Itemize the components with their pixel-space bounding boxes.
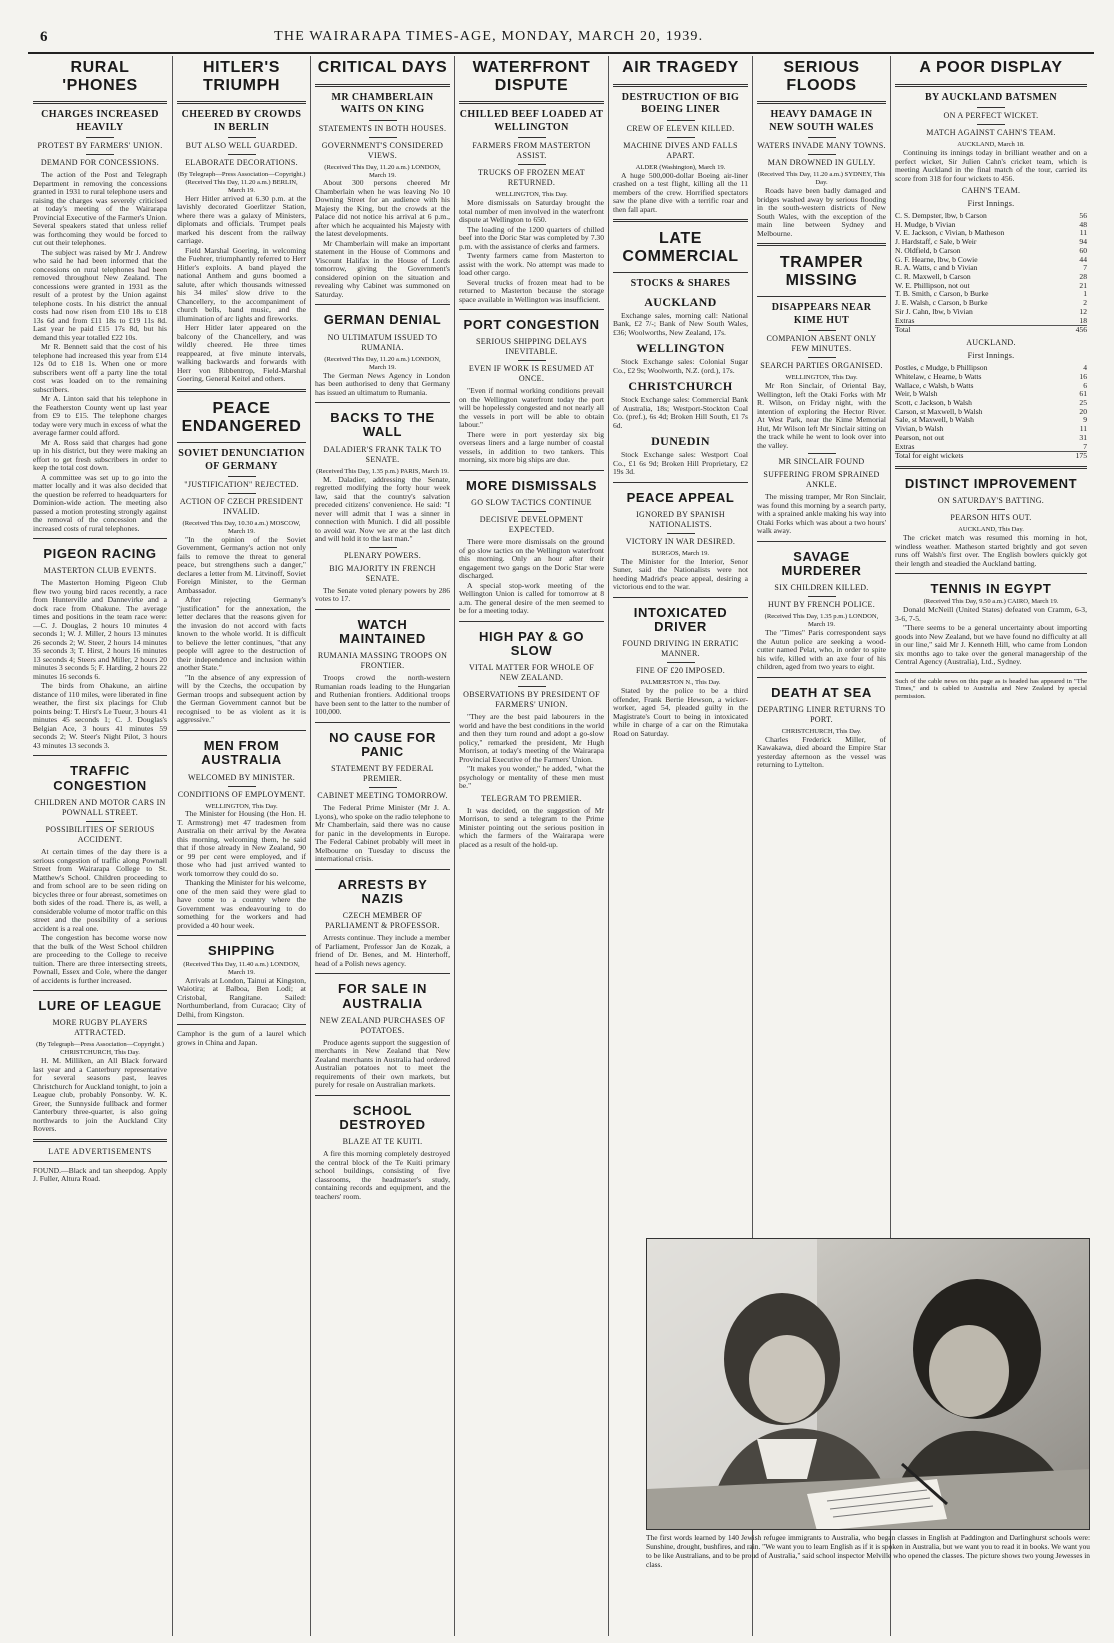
score-row: J. Hardstaff, c Sale, b Weir 94 <box>895 237 1087 247</box>
subheadline: STATEMENTS IN BOTH HOUSES. <box>318 123 447 133</box>
section-heading: First Innings. <box>967 199 1015 208</box>
classified-ad: FOUND.—Black and tan sheepdog. Apply J. Fuller, Altura Road. <box>33 1165 167 1184</box>
score-row: Weir, b Walsh 61 <box>895 389 1087 399</box>
column-divider <box>172 56 173 1636</box>
subheadline: GO SLOW TACTICS CONTINUE <box>471 498 592 508</box>
subheadline: MACHINE DIVES AND FALLS APART. <box>623 140 738 160</box>
subheadline: CHARGES INCREASED HEAVILY <box>41 109 159 133</box>
subheadline: CREW OF ELEVEN KILLED. <box>626 123 735 133</box>
dateline: (Received This Day, 11.20 a.m.) SYDNEY, This Day. <box>757 171 886 187</box>
headline: SERIOUS FLOODS <box>783 59 860 94</box>
score-row: Carson, st Maxwell, b Walsh 20 <box>895 406 1087 416</box>
article-body: Donald McNeill (United States) defeated von Cramm, 6-3, 3-6, 7-5. "There seems to be a general uncertainty about importing goods into New Zealand, but we have found no difficulty at all in our line," said Mr J. Kenneth Hill, who came from London six months ago to take over the general managership of the Central Agency (Australia), Ltd., Sydney. <box>895 605 1087 667</box>
score-row: Whitelaw, c Hearne, b Watts 16 <box>895 371 1087 381</box>
subheadline: BLAZE AT TE KUITI. <box>342 1137 423 1147</box>
score-row: R. A. Watts, c and b Vivian 7 <box>895 263 1087 273</box>
score-row: Postles, c Mudge, b Phillipson 4 <box>895 363 1087 373</box>
dateline: (Received This Day, 11.20 a.m.) BERLIN, March 19. <box>185 179 298 194</box>
score-row: H. Mudge, b Vivian 48 <box>895 219 1087 229</box>
newspaper-title: THE WAIRARAPA TIMES-AGE, MONDAY, MARCH 20, 1939. <box>274 29 704 44</box>
subheadline: SERIOUS SHIPPING DELAYS INEVITABLE. <box>475 337 588 357</box>
subheadline: PEARSON HITS OUT. <box>950 513 1032 523</box>
section-heading: AUCKLAND. <box>966 338 1016 348</box>
subheadline: FOUND DRIVING IN ERRATIC MANNER. <box>622 639 739 659</box>
score-row: G. F. Hearne, lbw, b Cowie 44 <box>895 254 1087 264</box>
section-heading: WELLINGTON <box>636 341 725 356</box>
subheadline: HUNT BY FRENCH POLICE. <box>767 600 876 610</box>
article-body: Arrests continue. They include a member of Parliament, Professor Jan de Kozak, a friend of Dr. Benes, and M. Hinterhoff, head of a Polish news agency. <box>315 933 450 968</box>
column-5 <box>610 56 751 1234</box>
score-row: N. Oldfield, b Carson 60 <box>895 245 1087 255</box>
subheadline: ELABORATE DECORATIONS. <box>185 158 298 168</box>
dateline: (Received This Day, 11.40 a.m.) LONDON, March 19. <box>183 960 300 976</box>
subheadline: BY AUCKLAND BATSMEN <box>924 91 1058 103</box>
headline: GERMAN DENIAL <box>323 312 442 328</box>
subheadline: "JUSTIFICATION" REJECTED. <box>184 480 299 490</box>
subheadline: DESTRUCTION OF BIG BOEING LINER <box>621 91 740 116</box>
article-body: Charles Frederick Miller, of Kawakawa, died aboard the Empire Star yesterday afternoon as the vessel was returning to Lyttelton. <box>757 734 886 770</box>
article-body: It was decided, on the suggestion of Mr Morrison, to send a telegram to the Prime Minister pointing out the serious position in which the farmers of the Wairarapa were placed as a result of the hold-up. <box>459 805 604 849</box>
subheadline: WELCOMED BY MINISTER. <box>187 772 296 782</box>
subheadline: ACTION OF CZECH PRESIDENT INVALID. <box>179 497 304 517</box>
article-body: The action of the Post and Telegraph Department in removing the concessions granted in 1931 to rural telephone users and raising the charges was severely criticised at today's meeting of the Wairarapa Provincial Executive of the Farmer's Union. Several speakers stated that unless relief was forthcoming they would be forced to cut out their telephones. The subject was raised by Mr J. Andrew who said he had been informed that the concessions on rural telephones had been removed throughout New Zealand. The concessions were granted in 1931 as the result of a protest by the Union against telephone costs. In his district the annual costs had now risen from £10 18s to £18 13s 6d and from £11 18s to £19 11s 8d. Last year he paid £15 17s 8d, but his demand this year totalled £22 10s. Mr R. Bennett said that the cost of his telephone had increased this year from £14 12s 0d to £18 1s. When one or more subscribers went off a party line the total cost was loaded on to the remaining subscribers. Mr A. Linton said that his telephone in the Featherston County went up last year from £9 to £15. The telephone charges today were very much in excess of what the average farmer could afford. Mr A. Ross said that charges had gone up in his district, but they were making an effort to get fresh subscribers in order to keep the total cost down. A committee was set up to go into the matter locally and it was also decided that the question be referred to headquarters for Dominion-wide action. The meeting also passed a motion protesting strongly against the removal of the concession and the increased costs of rural telephones. <box>33 170 167 533</box>
score-row: Sale, st Maxwell, b Walsh 9 <box>895 415 1087 425</box>
headline: PEACE APPEAL <box>626 489 735 505</box>
subheadline: PROTEST BY FARMERS' UNION. <box>37 141 163 151</box>
copyright-note: Such of the cable news on this page as is headed has appeared in "The Times," and is cabled to Australia and New Zealand by special permission. <box>895 677 1087 701</box>
headline: PEACE ENDANGERED <box>181 399 302 435</box>
score-row: Wallace, c Walsh, b Watts 6 <box>895 380 1087 390</box>
subheadline: DISAPPEARS NEAR KIME HUT <box>771 302 872 326</box>
article-body: M. Daladier, addressing the Senate, regretted modifying the forty hour week law, said that the country's salvation preceded citizens' convenience. He said: "I never will admit that I was a sinner in connection with Munich. I did all possible to avoid war. Now we are at the last ditch and will hold it to the last man." <box>315 474 450 544</box>
photo-caption: The first words learned by 140 Jewish refugee immigrants to Australia, who began classes in English at Paddington and Darlinghurst schools were: Sunshine, drought, bushfires, and rain. "We want you to learn English as if it is spoken in Australia, but we want you to read it in books. We want you to be like Australians, and to be proud of Australia," said school inspector Melville who opened the classes. The picture shows two young Jewesses in class. <box>646 1533 1090 1569</box>
subheadline: CHEERED BY CROWDS IN BERLIN <box>181 109 302 133</box>
article-body: There were more dismissals on the ground of go slow tactics on the Wellington waterfront this morning. Only an hour after their engagement two gangs on the Doric Star were discharged. A special stop-work meeting of the Wellington Union is called for tomorrow at 8 a.m. The general desire of the men seemed to be for a meeting today. <box>459 537 604 616</box>
subheadline: ON A PERFECT WICKET. <box>943 111 1039 121</box>
subheadline: DEPARTING LINER RETURNS TO PORT. <box>757 704 886 724</box>
article-body: The missing tramper, Mr Ron Sinclair, was found this morning by a search party, with a sprained ankle making his way into Otaki Forks which was about a two hours' walk away. <box>757 492 886 536</box>
score-row: C. R. Maxwell, b Carson 28 <box>895 272 1087 282</box>
subheadline: PLENARY POWERS. <box>343 550 422 560</box>
subheadline: CHILDREN AND MOTOR CARS IN POWNALL STREET. <box>34 798 166 818</box>
subheadline: BIG MAJORITY IN FRENCH SENATE. <box>329 563 436 583</box>
article-body: The "Times" Paris correspondent says the Autun police are seeking a wood-cutter named Pelat, who, in order to spite his wife, killed with an axe four of his children, aged from two years to eight. <box>757 628 886 671</box>
headline: AIR TRAGEDY <box>622 59 739 76</box>
article-body: Herr Hitler arrived at 6.30 p.m. at the lavishly decorated Goerlitzer Station, where there was a galaxy of Ministers, diplomats and officials. Trumpet peals marked his descent from the railway carriage. Field Marshal Goering, in welcoming the Fuehrer, triumphantly referred to Herr Hitler's exploits. A band played the national Anthem and guns boomed a salute, after which thousands witnessed his 34 miles' slow drive to the Chancellery, to the accompaniment of church bells, band music, and the illumination of arc lights and fireworks. Herr Hitler later appeared on the balcony of the Chancellery, and was wildly cheered. He three times reappeared, at five minute intervals, walking backwards and forwards with Herr von Ribbentrop, Field-Marshal Goering, General Keitel and others. <box>177 193 306 384</box>
headline: FOR SALE IN AUSTRALIA <box>338 981 427 1011</box>
headline: SAVAGE MURDERER <box>781 548 862 578</box>
article-body: The German News Agency in London has been authorised to deny that Germany has issued an ultimatum to Rumania. <box>315 370 450 397</box>
headline: MORE DISMISSALS <box>465 477 598 493</box>
subheadline: CABINET MEETING TOMORROW. <box>317 791 448 801</box>
section-heading: DUNEDIN <box>651 434 710 449</box>
article-body: Stock Exchange sales: Commercial Bank of Australia, 18s; Westport-Stockton Coal Co. (pref.), 6s 4d; Broken Hill South, £1 7s 6d. <box>613 395 748 430</box>
subheadline: VITAL MATTER FOR WHOLE OF NEW ZEALAND. <box>468 663 595 683</box>
article-body: "Even if normal working conditions prevail on the Wellington waterfront today the port will be hopelessly congested and not nearly all the vessels in port will be able to obtain labour." There were in port yesterday six big overseas liners and a large number of coastal vessels, in addition to two tankers. This morning, six more big ships are due. <box>459 386 604 465</box>
column-1 <box>30 56 170 1636</box>
column-divider <box>608 56 609 1636</box>
score-row: J. E. Walsh, c Carson, b Burke 2 <box>895 298 1087 308</box>
column-6 <box>754 56 889 1234</box>
score-row: Sir J. Cahn, lbw, b Vivian 12 <box>895 306 1087 316</box>
subheadline: MASTERTON CLUB EVENTS. <box>43 566 157 576</box>
subheadline: CZECH MEMBER OF PARLIAMENT & PROFESSOR. <box>325 911 440 931</box>
headline: PIGEON RACING <box>43 546 157 562</box>
article-body: Roads have been badly damaged and bridges washed away by serious flooding in the south-western districts of New South Wales, with the exception of the main line between Sydney and Melbourne. <box>757 186 886 238</box>
subheadline: NO ULTIMATUM ISSUED TO RUMANIA. <box>327 332 438 352</box>
headline: RURAL 'PHONES <box>62 59 138 94</box>
subheadline: RUMANIA MASSING TROOPS ON FRONTIER. <box>317 651 448 671</box>
column-4 <box>456 56 607 1636</box>
scorecard <box>895 364 1087 461</box>
subheadline: COMPANION ABSENT ONLY FEW MINUTES. <box>766 334 877 354</box>
headline: LATE COMMERCIAL <box>622 230 739 265</box>
subheadline: IGNORED BY SPANISH NATIONALISTS. <box>636 509 725 529</box>
dateline: WELLINGTON, This Day. <box>495 191 568 199</box>
dateline: CHRISTCHURCH, This Day. <box>781 727 862 735</box>
subheadline: MORE RUGBY PLAYERS ATTRACTED. <box>52 1018 148 1038</box>
article-body: Stock Exchange sales: Westport Coal Co., £1 6s 9d; Broken Hill Proprietary, £2 19s 3d. <box>613 450 748 477</box>
article-body: Produce agents support the suggestion of merchants in New Zealand that New Zealand merchants in Australia had ordered Australian potatoes not to meet the requirements of their own markets, but purely for resale on Australian markets. <box>315 1037 450 1090</box>
article-body: Troops crowd the north-western Rumanian roads leading to the Hungarian and Ruthenian frontiers. Additional troops have been sent to the latter to the number of 100,000. <box>315 673 450 717</box>
dateline: CHRISTCHURCH, This Day. <box>60 1049 140 1057</box>
article-body: About 300 persons cheered Mr Chamberlain when he was leaving No 10 Downing Street for an audience with his Majesty the King, but the crowds at the Palace did not notice his arrival at 6 p.m., after which he acquainted his Majesty with the latest developments. Mr Chamberlain will make an important statement in the House of Commons and Viscount Halifax in the House of Lords tomorrow, giving the Government's considered opinion on the situation and revealing why Cabinet was summoned on Saturday. <box>315 178 450 299</box>
headline: DEATH AT SEA <box>771 684 872 700</box>
column-7 <box>892 56 1090 1234</box>
dateline: (Received This Day, 10.30 a.m.) MOSCOW, March 19. <box>182 520 301 535</box>
article-body: The Minister for Housing (the Hon. H. T. Armstrong) met 47 tradesmen from Australia on their arrival by the Awatea this morning, welcoming them, he said that if those already in New Zealand, 90 or 99 per cent were employed, and if those who had just arrived wanted to work tomorrow they could do so. Thanking the Minister for his welcome, one of the men said they were glad to have come to a country where the Government was endeavouring to do something for the workers and had provided a 40 hour week. <box>177 809 306 930</box>
score-total: Total for eight wickets 175 <box>895 451 1087 461</box>
headline: SCHOOL DESTROYED <box>339 1102 426 1133</box>
subheadline: CHILLED BEEF LOADED AT WELLINGTON <box>459 109 604 133</box>
column-3 <box>312 56 453 1636</box>
subheadline: WATERS INVADE MANY TOWNS. <box>757 141 886 151</box>
article-body: Mr Ron Sinclair, of Oriental Bay, Wellington, left the Otaki Forks with Mr R. Wilson, on Friday night, with the intention of exploring the Hector River. At West Park, near the Kime Memorial Hut, Mr Wilson left Mr Sinclair sitting on the track while he went to look over into the valley. <box>757 381 886 450</box>
score-row: T. B. Smith, c Carson, b Burke 1 <box>895 289 1087 299</box>
section-heading: CAHN'S TEAM. <box>961 186 1021 195</box>
filler-item: Camphor is the gum of a laurel which grows in China and Japan. <box>177 1029 306 1047</box>
subheadline: VICTORY IN WAR DESIRED. <box>625 536 736 546</box>
page-number: 6 <box>40 28 48 45</box>
subheadline: TELEGRAM TO PREMIER. <box>481 793 582 803</box>
score-row: Vivian, b Walsh 11 <box>895 424 1087 434</box>
subheadline: POSSIBILITIES OF SERIOUS ACCIDENT. <box>45 825 155 845</box>
article-body: At certain times of the day there is a serious congestion of traffic along Pownall Street from Wairarapa College to St. Matthew's School. Children proceeding to and from school are to be seen riding on bicycles three or four abreast, sometimes on both sides of the road. There is, as well, a considerable volume of motor traffic on this street and the possibility of a serious accident is a real one. The congestion has become worse now that the bulk of the West School children are proceeding to the College to receive tuition. There are three intersecting streets, Pownall, Essex and Cole, where the danger of accidents is further increased. <box>33 847 167 985</box>
subheadline: MAN DROWNED IN GULLY. <box>767 158 876 168</box>
article-body: Continuing its innings today in brilliant weather and on a perfect wicket, Sir Julien Cahn's cricket team, which is meeting Auckland in the final match of the tour, carried its score from 318 for four wickets to 456. <box>895 148 1087 183</box>
scorecard <box>895 212 1087 335</box>
article-body: The Federal Prime Minister (Mr J. A. Lyons), who spoke on the radio telephone to Mr Chamberlain, said there was no cause for panic in the developments in Europe. The Federal Cabinet probably will meet in Melbourne on Tuesday to discuss the international crisis. <box>315 803 450 864</box>
article-body: H. M. Milliken, an All Black forward last year and a Canterbury representative for several seasons past, leaves Christchurch for Auckland tonight, to join a League club, probably Ponsonby. W. K. Greer, the Sunnyside fullback and former Canterbury three-quarter, is also going northwards to join the Auckland City Rovers. <box>33 1056 167 1134</box>
score-row: W. E. Phillipson, not out 21 <box>895 280 1087 290</box>
dateline: WELLINGTON, This Day. <box>205 802 278 810</box>
subheadline: BUT ALSO WELL GUARDED. <box>185 141 298 151</box>
byline: (By Telegraph—Press Association—Copyright.) <box>177 171 306 179</box>
article-body: A huge 500,000-dollar Boeing air-liner crashed on a test flight, killing all the 11 members of the crew. Horrified spectators saw the plane dive with a terrific roar and then fall apart. <box>613 170 748 214</box>
score-row: V. E. Jackson, c Vivian, b Matheson 11 <box>895 228 1087 238</box>
byline: (By Telegraph—Press Association—Copyright.) <box>36 1041 164 1049</box>
subheadline: MR CHAMBERLAIN WAITS ON KING <box>331 91 434 116</box>
headline: HITLER'S TRIUMPH <box>202 59 281 94</box>
dateline: ALDER (Washington), March 19. <box>635 163 726 171</box>
subheadline: GOVERNMENT'S CONSIDERED VIEWS. <box>321 140 444 160</box>
headline: BACKS TO THE WALL <box>330 410 435 440</box>
subheadline: HEAVY DAMAGE IN NEW SOUTH WALES <box>769 109 874 133</box>
subheadline: DALADIER'S FRANK TALK TO SENATE. <box>323 444 442 464</box>
article-body: Stock Exchange sales: Colonial Sugar Co., £2 9s; Woolworth, N.Z. (ord.), 17s. <box>613 357 748 375</box>
subheadline: SOVIET DENUNCIATION OF GERMANY <box>178 448 305 472</box>
article-body: "In the opinion of the Soviet Government, Germany's action not only fails to remove the threat to general peace, but strengthens such a danger," declares a letter from M. Litvinoff, Soviet Foreign Minister, to the German Ambassador. After rejecting Germany's "justification" for the annexation, the letter declares that the reasons given for the invasion do not accord with facts known to the whole world. It is difficult to believe the letter continues, "that any people will agree to the destruction of their independence and inclusion within another State." "In the absence of any expression of will by the Czechs, the occupation by German troops and subsequent action by the German Government cannot but be recognised to be as violent as it is aggressive." <box>177 534 306 725</box>
column-divider <box>310 56 311 1636</box>
article-body: The cricket match was resumed this morning in hot, windless weather. Matheson started brightly and got seven runs off Walsh's first over. The English bowlers quickly got their length and steadied the Auckland batting. <box>895 533 1087 568</box>
subheadline: NEW ZEALAND PURCHASES OF POTATOES. <box>319 1015 446 1035</box>
subheadline: STATEMENT BY FEDERAL PREMIER. <box>331 764 434 784</box>
headline: CRITICAL DAYS <box>317 59 448 76</box>
column-divider <box>454 56 455 1636</box>
score-row: Scott, c Jackson, b Walsh 25 <box>895 397 1087 407</box>
dateline: (Received This Day, 11.20 a.m.) LONDON, March 19. <box>324 355 441 371</box>
subheadline: EVEN IF WORK IS RESUMED AT ONCE. <box>468 364 595 384</box>
article-body: A fire this morning completely destroyed the central block of the Te Kuiti primary school buildings, consisting of five classrooms, the headmaster's study, containing records and equipment, and the teachers' room. <box>315 1149 450 1201</box>
article-body: The Masterton Homing Pigeon Club flew two young bird races recently, a race from Hunterville and Dannevirke and a dock race from Ohakune. The average times and positions in the team race were:—C. J. Douglas, 2 hours 10 minutes 4 seconds 1; W. J. Miller, 2 hours 13 minutes 26 seconds 2; W. Steer, 2 hours 14 minutes 35 seconds 3; T. Hirst, 2 hours 16 minutes 13 seconds 4; Steers and Miller, 2 hours 20 minutes 3 seconds 5; F. Harding, 2 hours 22 minutes 16 seconds 6. The birds from Ohakune, an airline distance of 110 miles, were liberated in fine weather, the first six placings for Club points being: T. Hirst's Le Tueur, 3 hours 41 minutes 45 seconds 1; C. J. Douglas's Belgian Ace, 3 hours 41 minutes 59 seconds 2; W. Steer's Night Pilot, 3 hours 43 minutes 13 seconds 3. <box>33 578 167 750</box>
subheadline: MATCH AGAINST CAHN'S TEAM. <box>926 128 1056 138</box>
headline: PORT CONGESTION <box>463 317 600 333</box>
headline: SHIPPING <box>208 943 275 959</box>
subheadline: MR SINCLAIR FOUND <box>778 457 865 467</box>
section-heading: AUCKLAND <box>644 294 717 309</box>
dateline: (Received This Day, 1.35 p.m.) LONDON, March 19. <box>764 613 879 629</box>
subheadline: FARMERS FROM MASTERTON ASSIST. <box>472 141 591 161</box>
subheadline: OBSERVATIONS BY PRESIDENT OF FARMERS' UNION. <box>463 690 600 710</box>
headline: WATERFRONT DISPUTE <box>472 59 591 94</box>
masthead <box>40 26 1090 48</box>
section-heading: CHRISTCHURCH <box>628 379 733 394</box>
news-photo <box>646 1238 1090 1530</box>
article-body: Stated by the police to be a third offender, Frank Bertie Hewson, a wicker-worker, aged 54, pleaded guilty in the Magistrate's Court to being in intoxicated while in charge of a car on the Rimutaka Road on Saturday. <box>613 686 748 738</box>
headline: INTOXICATED DRIVER <box>633 604 728 635</box>
headline: WATCH MAINTAINED <box>339 616 426 646</box>
headline: DISTINCT IMPROVEMENT <box>904 475 1078 491</box>
headline: MEN FROM AUSTRALIA <box>201 737 282 768</box>
photo-image <box>647 1239 1090 1530</box>
headline: TRAMPER MISSING <box>779 254 864 289</box>
score-row: Pearson, not out 31 <box>895 432 1087 442</box>
headline: NO CAUSE FOR PANIC <box>329 729 436 759</box>
dateline: (Received This Day, 1.35 p.m.) PARIS, March 19. <box>316 467 449 475</box>
subheadline: CONDITIONS OF EMPLOYMENT. <box>177 789 306 799</box>
subheadline: STOCKS & SHARES <box>630 278 731 290</box>
article-body: The Minister for the Interior, Senor Suner, said the Nationalists were not heeding Madrid's peace appeal, desiring a victorious end to the war. <box>613 556 748 592</box>
article-body: More dismissals on Saturday brought the total number of men involved in the waterfront dispute at Wellington to 650. The loading of the 1200 quarters of chilled beef into the Doric Star was completed by 7.30 p.m. with the assistance of clerks and farmers. Twenty farmers came from Masterton to assist with the work. No attempt was made to load other cargo. Several trucks of frozen meat had to be returned to Masterton because the storage space available in Wellington was insufficient. <box>459 198 604 304</box>
score-total: Total 456 <box>895 325 1087 335</box>
dateline: PALMERSTON N., This Day. <box>640 679 721 687</box>
subheadline: SUFFERING FROM SPRAINED ANKLE. <box>763 470 880 490</box>
headline: TENNIS IN EGYPT <box>930 581 1052 597</box>
dateline: BURGOS, March 19. <box>651 549 710 557</box>
score-row: Extras 18 <box>895 315 1087 325</box>
headline: LURE OF LEAGUE <box>38 998 162 1014</box>
article-body: "They are the best paid labourers in the world and have the best conditions in the world and then they turn round and adopt a go-slow policy," remarked the president, Mr Hugh Morrison, at today's meeting of the Wairarapa Provincial Executive of the Farmers' Union. "It makes you wonder," he added, "what the psychology or mentality of these men must be." <box>459 712 604 791</box>
masthead-rule <box>28 52 1094 54</box>
section-heading: LATE ADVERTISEMENTS <box>48 1146 152 1156</box>
headline: ARRESTS BY NAZIS <box>337 876 428 906</box>
article-body: Exchange sales, morning call: National Bank, £2 7/-; Bank of New South Wales, £36; Woolworths, New Zealand, 17s. <box>613 310 748 337</box>
subheadline: SIX CHILDREN KILLED. <box>774 583 869 593</box>
dateline: (Received This Day, 9.50 a.m.) CAIRO, March 19. <box>923 598 1059 606</box>
subheadline: FINE OF £20 IMPOSED. <box>635 666 726 676</box>
subheadline: TRUCKS OF FROZEN MEAT RETURNED. <box>478 168 585 188</box>
headline: TRAFFIC CONGESTION <box>53 763 147 793</box>
headline: HIGH PAY & GO SLOW <box>478 628 585 658</box>
dateline: AUCKLAND, March 18. <box>957 141 1025 149</box>
dateline: (Received This Day, 11.20 a.m.) LONDON, March 19. <box>324 163 441 179</box>
subheadline: ON SATURDAY'S BATTING. <box>937 496 1045 506</box>
score-row: Extras 7 <box>895 441 1087 451</box>
article-body: Arrivals at London, Tainui at Kingston, Waiotira; at Balboa, Ben Lodi; at Cristobal, Rangitane. Sailed: Northumberland, from Curacao; City of Delhi, from Kingston. <box>177 975 306 1019</box>
dateline: AUCKLAND, This Day. <box>958 526 1024 534</box>
column-2 <box>174 56 309 1636</box>
article-body: The Senate voted plenary powers by 286 votes to 17. <box>315 585 450 604</box>
dateline: WELLINGTON, This Day. <box>785 374 858 382</box>
score-row: C. S. Dempster, lbw, b Carson 56 <box>895 211 1087 220</box>
subheadline: SEARCH PARTIES ORGANISED. <box>760 361 883 371</box>
subheadline: DECISIVE DEVELOPMENT EXPECTED. <box>479 515 584 535</box>
subheadline: DEMAND FOR CONCESSIONS. <box>40 158 160 168</box>
headline: A POOR DISPLAY <box>919 59 1063 76</box>
section-heading: First Innings. <box>967 351 1015 361</box>
